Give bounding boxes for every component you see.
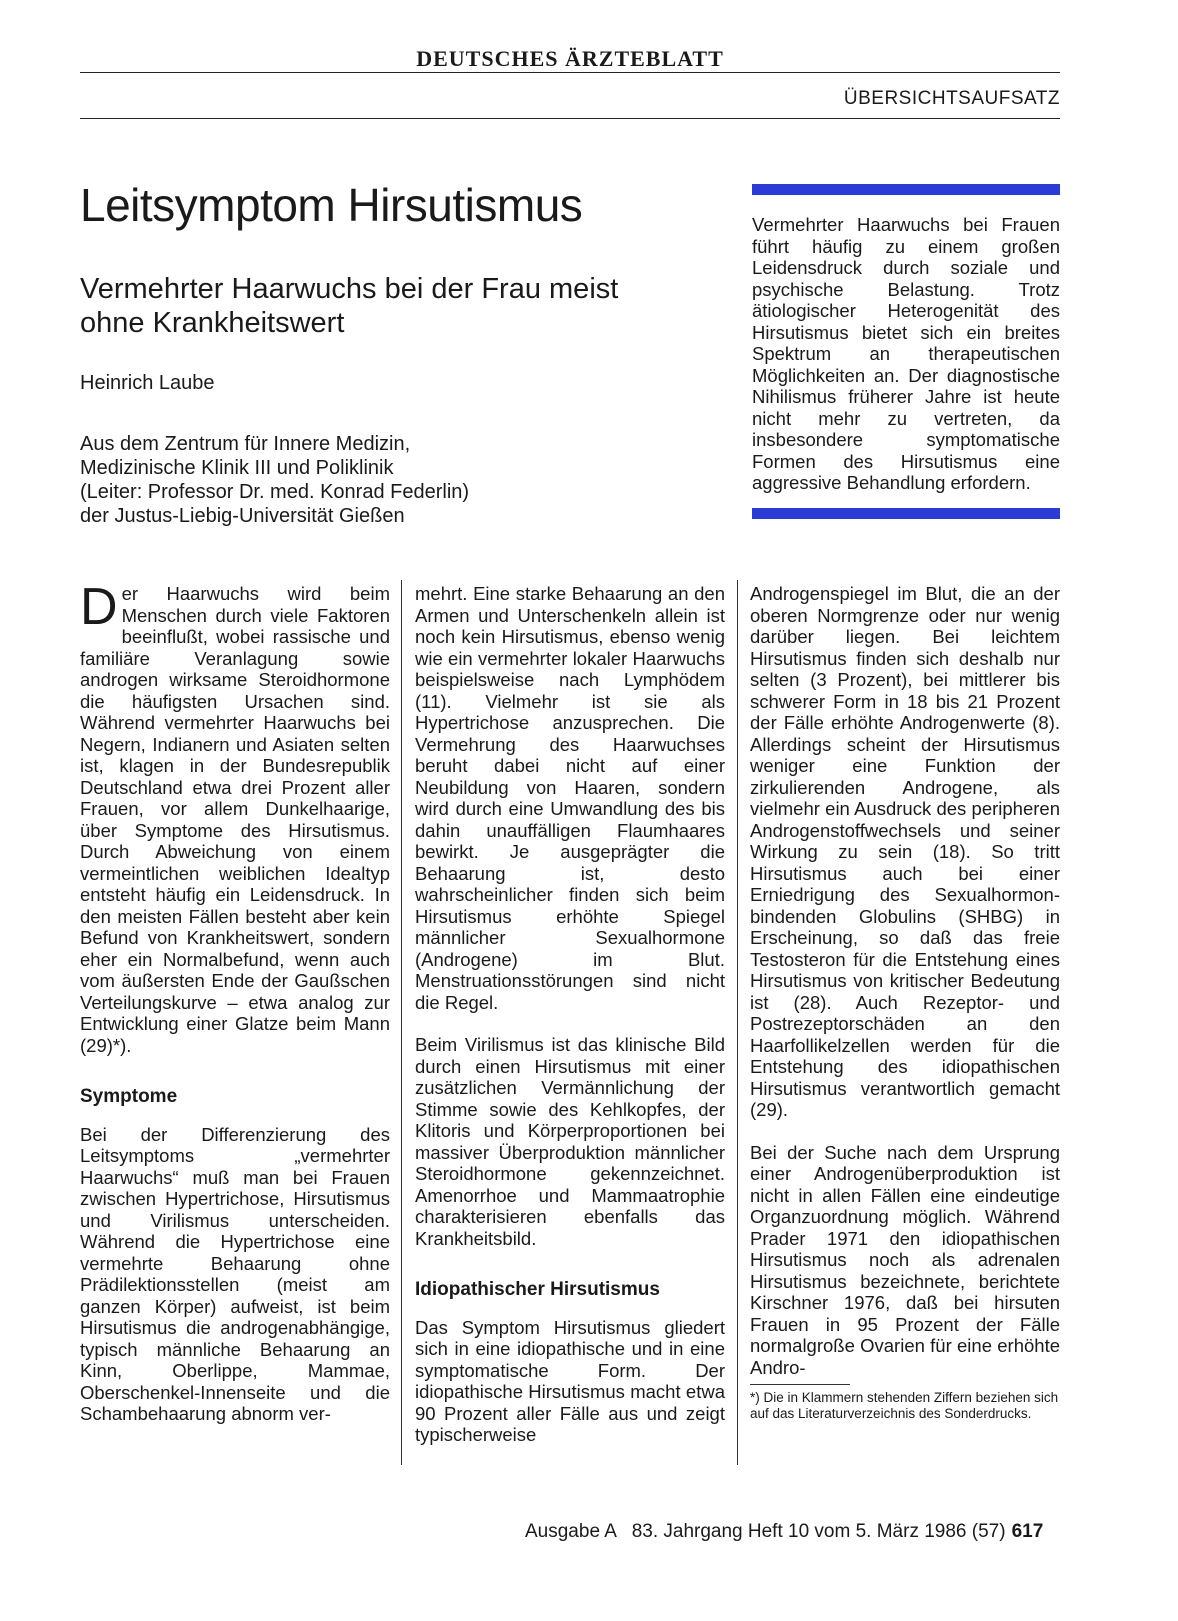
paragraph: mehrt. Eine starke Behaarung an den Armen und Unterschenkeln allein ist noch kein Hirsutismus, ebenso wenig wie ein vermehrter lokaler Haarwuchs beispielsweise nach Lymphödem (11). Vielmehr ist sie als Hypertrichose anzusprechen. Die Vermehrung des Haarwuchses beruht dabei nicht auf einer Neubildung von Haaren, sondern wird durch eine Umwandlung des bis dahin unauffälligen Flaumhaares bewirkt. Je ausgeprägter die Behaarung ist, desto wahrscheinlicher finden sich beim Hirsutismus erhöhte Spiegel männlicher Sexualhormone (Androgene) im Blut. Menstruationsstörungen sind nicht die Regel.: [415, 583, 725, 1013]
body-column-3: [750, 583, 1060, 1378]
affiliation-line: Aus dem Zentrum für Innere Medizin,: [80, 433, 411, 455]
paragraph-text: er Haarwuchs wird beim Menschen durch viele Faktoren beeinflußt, wobei rassische und familiäre Veranlagung sowie androgen wirksame Steroidhormone die häufigsten Ursachen sind. Während vermehrter Haarwuchs bei Negern, Indianern und Asiaten selten ist, klagen in der Bundesrepublik Deutschland etwa drei Prozent aller Frauen, vor allem Dunkelhaarige, über Symptome des Hirsutismus. Durch Abweichung von einem vermeintlichen weiblichen Idealtyp entsteht häufig ein Leidensdruck. In den meisten Fällen besteht aber kein Befund von Krankheitswert, sondern eher ein Normalbefund, wenn auch vom äußersten Ende der Gaußschen Verteilungskurve – etwa analog zur Entwicklung einer Glatze beim Mann (29)*).: [80, 583, 390, 1056]
paragraph: Bei der Differenzierung des Leitsymptoms „vermehrter Haarwuchs“ muß man bei Frauen zwischen Hypertrichose, Hirsutismus und Virilismus unterscheiden. Während die Hypertrichose eine vermehrte Behaarung ohne Prädilektionsstellen (meist am ganzen Körper) aufweist, ist beim Hirsutismus die androgenabhängige, typisch männliche Behaarung an Kinn, Oberlippe, Mammae, Oberschenkel-Innenseite und die Schambehaarung abnorm ver-: [80, 1123, 390, 1424]
masthead-rule: [80, 72, 1060, 73]
abstract: Vermehrter Haarwuchs bei Frauen führt häufig zu einem großen Leidensdruck durch soziale und psychische Belastung. Trotz ätiologischer Heterogenität des Hirsutismus bietet sich ein breites Spektrum an therapeutischen Möglichkeiten an. Der diagnostische Nihilismus früherer Jahre ist heute nicht mehr zu vertreten, da insbesondere symptomatische Formen des Hirsutismus eine aggressive Behandlung erfordern.: [752, 214, 1060, 493]
footnote-rule: [750, 1384, 850, 1385]
column-divider: [401, 580, 402, 1465]
issue-info: Ausgabe A 83. Jahrgang Heft 10 vom 5. März 1986 (57): [525, 1521, 1006, 1542]
page-number: 617: [1011, 1521, 1044, 1542]
paragraph: Beim Virilismus ist das klinische Bild durch einen Hirsutismus mit einer zusätzlichen Vermännlichung der Stimme sowie des Kehlkopfes, der Klitoris und Körperproportionen bei massiver Überproduktion männlicher Steroidhormone gekennzeichnet. Amenorrhoe und Mammaatrophie charakterisieren ebenfalls das Krankheitsbild.: [415, 1034, 725, 1249]
section-rule: [80, 118, 1060, 119]
article-subtitle: Vermehrter Haarwuchs bei der Frau meist ohne Krankheitswert: [80, 273, 619, 339]
affiliation-line: Medizinische Klinik III und Poliklinik: [80, 457, 394, 479]
masthead: DEUTSCHES ÄRZTEBLATT: [416, 46, 724, 71]
affiliation: [80, 432, 680, 528]
paragraph: Bei der Suche nach dem Ursprung einer Androgenüberproduktion ist nicht in allen Fällen eine eindeutige Organzuordnung möglich. Während Prader 1971 den idiopathischen Hirsutismus noch als adrenalen Hirsutismus bezeichnete, berichtete Kirschner 1976, daß bei hirsuten Frauen in 95 Prozent der Fälle normalgroße Ovarien für eine erhöhte Andro-: [750, 1141, 1060, 1378]
body-column-1: [80, 578, 390, 1425]
column-divider: [737, 580, 738, 1465]
paragraph: Androgenspiegel im Blut, die an der oberen Normgrenze oder nur wenig darüber liegen. Bei leichtem Hirsutismus finden sich deshalb nur selten (3 Prozent), bei mittlerer bis schwerer Form in 18 bis 21 Prozent der Fälle erhöhte Androgenwerte (8). Allerdings scheint der Hirsutismus weniger eine Funktion der zirkulierenden Androgene, als vielmehr ein Ausdruck des peripheren Androgenstoffwechsels und seiner Wirkung zu sein (18). So tritt Hirsutismus auch bei einer Erniedrigung des Sexualhormon-bindenden Globulins (SHBG) in Erscheinung, so daß das freie Testosteron für die Entstehung eines Hirsutismus von kritischer Bedeutung ist (28). Auch Rezeptor- und Postrezeptorschäden an den Haarfollikelzellen werden für die Entstehung des idiopathischen Hirsutismus verantwortlich gemacht (29).: [750, 583, 1060, 1120]
body-column-2: [415, 583, 725, 1446]
author: Heinrich Laube: [80, 372, 215, 394]
paragraph: Das Symptom Hirsutismus gliedert sich in eine idiopathische und in eine symptomatische Form. Der idiopathische Hirsutismus macht etwa 90 Prozent aller Fälle aus und zeigt typischerweise: [415, 1316, 725, 1445]
article-title: Leitsymptom Hirsutismus: [80, 179, 583, 231]
section-heading: Symptome: [80, 1086, 178, 1107]
footnote: *) Die in Klammern stehenden Ziffern beziehen sich auf das Literaturverzeichnis des Sonderdrucks.: [750, 1390, 1059, 1421]
section-label: ÜBERSICHTSAUFSATZ: [843, 88, 1060, 109]
abstract-bottom-bar: [752, 508, 1060, 519]
section-heading: Idiopathischer Hirsutismus: [415, 1279, 660, 1300]
abstract-top-bar: [752, 184, 1060, 195]
page-footer: [525, 1521, 1043, 1543]
drop-cap: D: [80, 578, 118, 636]
affiliation-line: (Leiter: Professor Dr. med. Konrad Federlin): [80, 481, 470, 503]
paragraph: [80, 578, 390, 1056]
affiliation-line: der Justus-Liebig-Universität Gießen: [80, 505, 405, 527]
